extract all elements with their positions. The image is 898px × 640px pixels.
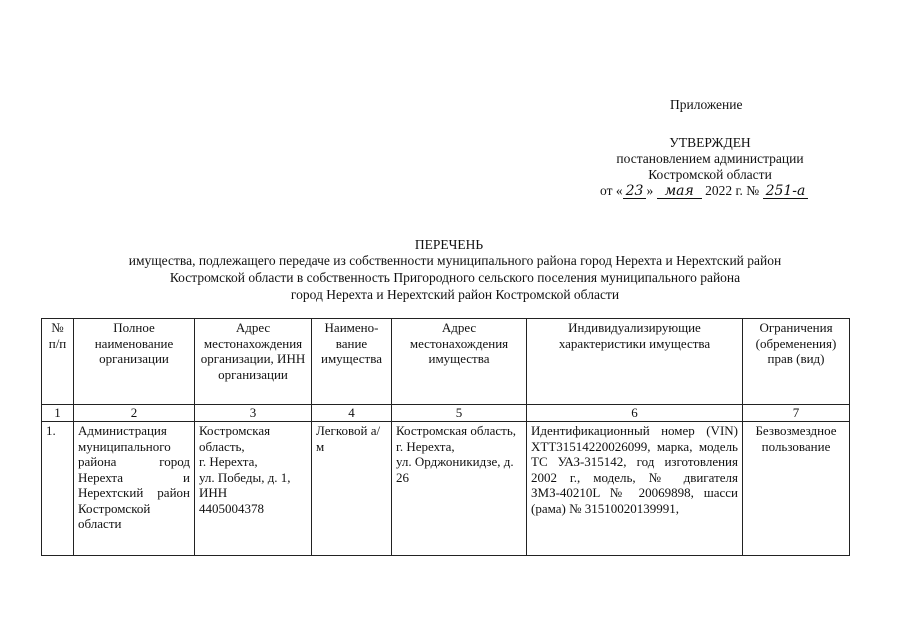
row-restrictions: Безвозмездное пользование — [743, 422, 850, 556]
approval-line-2: Костромской области — [648, 167, 772, 182]
date-year: 2022 г. № — [705, 183, 760, 198]
header-restrictions: Ограничения (обременения) прав (вид) — [743, 319, 850, 405]
table-header-row — [42, 319, 850, 405]
document-number-handwritten: 251-а — [763, 184, 809, 199]
property-table — [41, 318, 850, 556]
header-property-address: Адрес местонахождения имущества — [392, 319, 527, 405]
date-day-handwritten: 23 — [623, 184, 647, 199]
header-characteristics: Индивидуализирующие характеристики имущества — [527, 319, 743, 405]
document-title: ПЕРЕЧЕНЬ — [414, 237, 484, 252]
column-number: 1 — [42, 405, 74, 422]
table-row — [42, 422, 850, 556]
column-number: 4 — [312, 405, 392, 422]
column-number: 2 — [74, 405, 195, 422]
header-org-name: Полное наименование организации — [74, 319, 195, 405]
column-number: 6 — [527, 405, 743, 422]
subtitle-line: Костромской области в собственность Пригородного сельского поселения муниципального района — [169, 270, 741, 285]
header-number: № п/п — [42, 319, 74, 405]
date-mid: » — [646, 183, 654, 198]
column-number-row — [42, 405, 850, 422]
column-number: 3 — [195, 405, 312, 422]
row-characteristics: Идентификационный номер (VIN) ХТТ31514220026099, марка, модель ТС УАЗ-315142, год изготовления 2002 г., модель, № двигателя ЗМЗ-40210L № 20069898, шасси (рама) № 31510020139991, — [527, 422, 743, 556]
row-org-name: Администрация муниципального района город Нерехта и Нерехтский район Костромской области — [74, 422, 195, 556]
subtitle-line: имущества, подлежащего передаче из собственности муниципального района город Нерехта и Нерехтский район — [128, 253, 782, 268]
subtitle-line: город Нерехта и Нерехтский район Костромской области — [290, 287, 620, 302]
date-prefix: от « — [600, 183, 623, 198]
row-property-name: Легковой а/м — [312, 422, 392, 556]
document-subtitle — [60, 252, 850, 303]
approval-date-line — [600, 182, 808, 199]
approval-line-1: постановлением администрации — [616, 151, 804, 166]
appendix-label: Приложение — [670, 97, 743, 112]
header-org-address: Адрес местонахождения организации, ИНН организации — [195, 319, 312, 405]
approved-label: УТВЕРЖДЕН — [669, 135, 751, 150]
row-org-address: Костромская область, г. Нерехта, ул. Победы, д. 1, ИНН 4405004378 — [195, 422, 312, 556]
row-number: 1. — [42, 422, 74, 556]
row-property-address: Костромская область, г. Нерехта, ул. Орджоникидзе, д. 26 — [392, 422, 527, 556]
column-number: 7 — [743, 405, 850, 422]
date-month-handwritten: мая — [657, 184, 702, 199]
column-number: 5 — [392, 405, 527, 422]
header-property-name: Наимено-вание имущества — [312, 319, 392, 405]
